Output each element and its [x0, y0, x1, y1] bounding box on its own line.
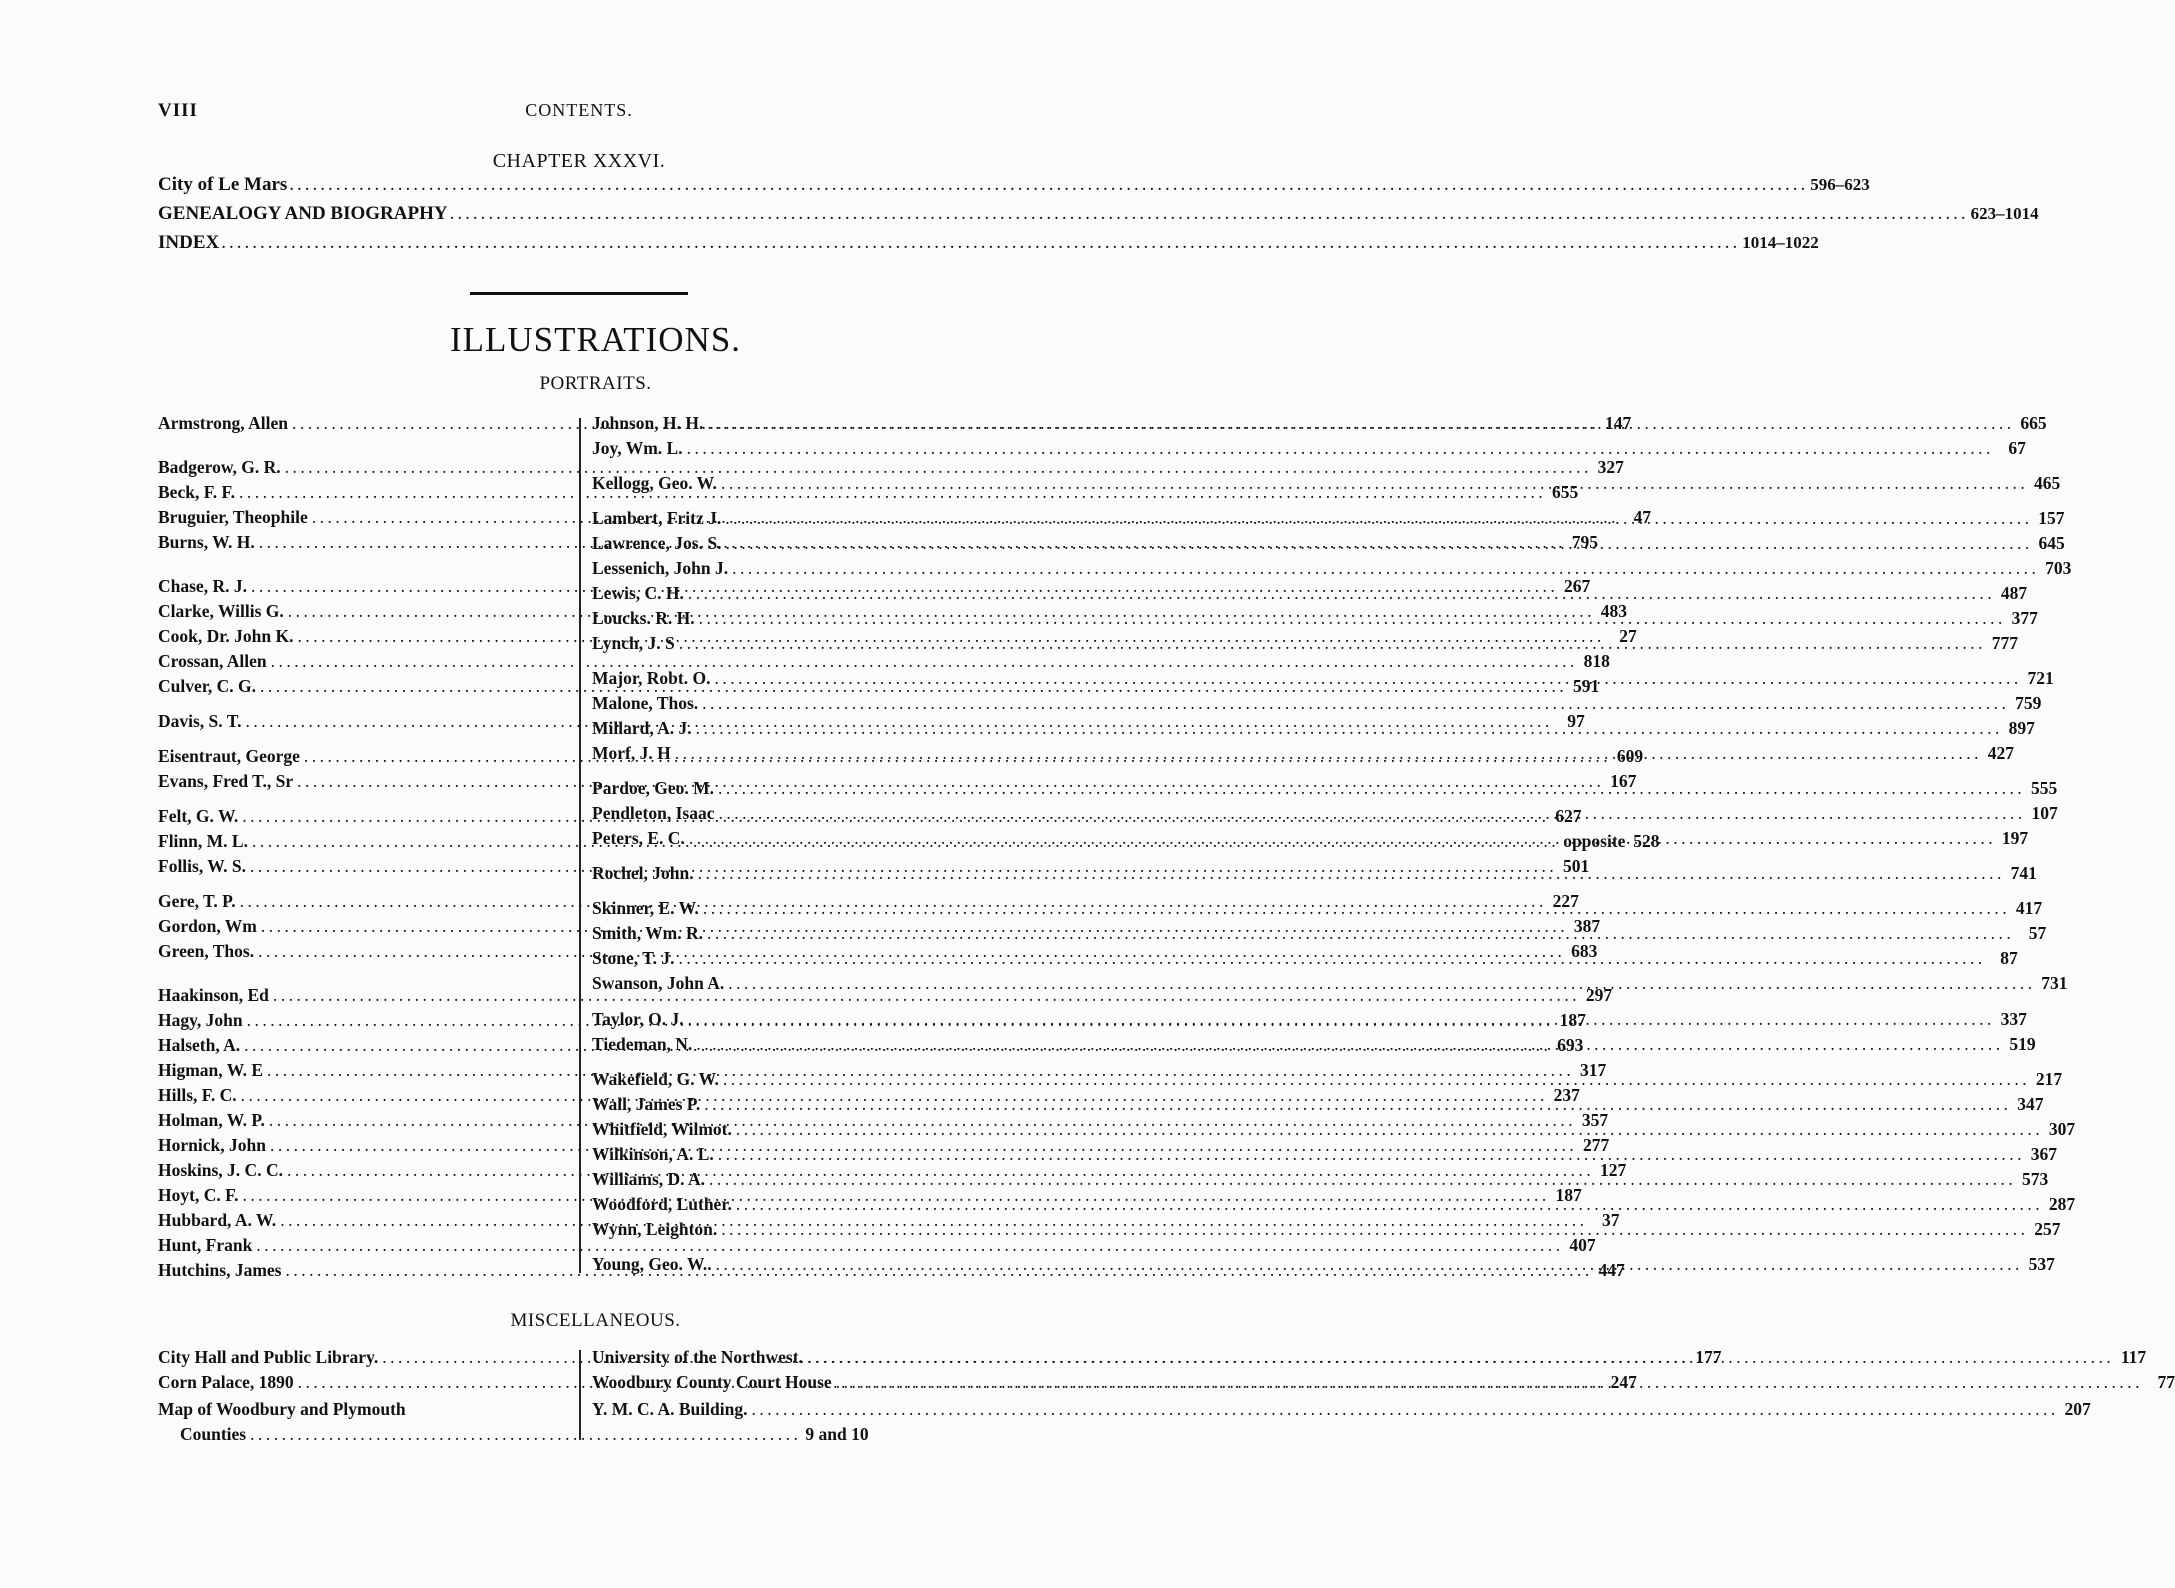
entry-name: Lessenich, John J. [592, 558, 729, 578]
entry-page: 257 [2034, 1219, 2061, 1239]
entry-page: 147 [1604, 413, 1632, 433]
entry-name: Hills, F. C. [158, 1085, 237, 1105]
entry-page: 9 and 10 [805, 1424, 869, 1444]
entry-page: 337 [2000, 1009, 2027, 1029]
entry-page: 77 [2157, 1372, 2175, 1392]
toc-entry [158, 174, 1870, 203]
dot-leader [675, 743, 1982, 764]
entry-page: 703 [2045, 558, 2072, 578]
entry-page: 197 [2001, 828, 2029, 848]
dot-leader [721, 473, 2028, 494]
entry-name: City Hall and Public Library. [158, 1347, 379, 1367]
entry-name: Hutchins, James [158, 1260, 282, 1280]
entry-name: Chase, R. J. [158, 576, 247, 596]
dot-leader [704, 1094, 2011, 1115]
dot-leader [721, 1219, 2028, 1240]
entry-page: 287 [2048, 1194, 2076, 1214]
entry-page: 407 [1569, 1235, 1596, 1255]
entry-name: Lawrence, Jos. S. [592, 533, 722, 553]
entry-page: 357 [1581, 1110, 1609, 1130]
entry-name: Wynn, Leighton. [592, 1219, 718, 1239]
entry-name: Flinn, M. L. [158, 831, 248, 851]
entry-name: Skinner, E. W. [592, 898, 699, 918]
dot-leader [807, 1347, 2114, 1368]
entry-page: 307 [2048, 1119, 2076, 1139]
entry-name: Peters, E. C. [592, 828, 685, 848]
entry-page: 683 [1571, 941, 1598, 961]
entry-name: Stone, T. J. [592, 948, 675, 968]
entry-page: 465 [2033, 473, 2061, 493]
entry-name: Badgerow, G. R. [158, 457, 281, 477]
toc-pages: 596–623 [1810, 175, 1870, 194]
entry-name: Tiedeman, N. [592, 1034, 693, 1054]
entry-name: Corn Palace, 1890 [158, 1372, 294, 1392]
index-entry [158, 651, 1610, 675]
entry-page: 367 [2030, 1144, 2057, 1164]
entry-name: Lynch, J. S [592, 633, 675, 653]
dot-leader [687, 438, 1994, 459]
entry-page: 177 [1695, 1347, 1722, 1367]
entry-name: Rochel, John. [592, 863, 694, 883]
toc-label: INDEX [158, 232, 220, 253]
entry-name: Lambert, Fritz J. [592, 508, 722, 528]
entry-page: 519 [2009, 1034, 2036, 1054]
entry-name: Malone, Thos. [592, 693, 699, 713]
entry-name: Hagy, John [158, 1010, 243, 1030]
dot-leader [707, 413, 2014, 434]
entry-name: Hunt, Frank [158, 1235, 253, 1255]
index-entry [158, 985, 1613, 1009]
entry-name: Whitfield, Wilmot. [592, 1119, 732, 1139]
dot-leader: ...................................................................... [250, 1424, 802, 1444]
dot-leader [698, 863, 2005, 884]
entry-page: 347 [2017, 1094, 2044, 1114]
dot-leader [696, 718, 2003, 739]
entry-name: Smith, Wm. R. [592, 923, 704, 943]
miscellaneous-heading: MISCELLANEOUS. [510, 1310, 681, 1331]
entry-name: Map of Woodbury and Plymouth [158, 1399, 406, 1419]
entry-page: 67 [2008, 438, 2026, 458]
entry-name: Higman, W. E [158, 1060, 264, 1080]
entry-page: 187 [1559, 1010, 1586, 1030]
entry-page: 417 [2015, 898, 2043, 918]
entry-name: Bruguier, Theophile [158, 507, 308, 527]
toc-label: GENEALOGY AND BIOGRAPHY [158, 203, 448, 224]
entry-name: Gere, T. P. [158, 891, 236, 911]
entry-name: Crossan, Allen [158, 651, 267, 671]
entry-name: Halseth, A. [158, 1035, 241, 1055]
entry-page: 741 [2010, 863, 2037, 883]
entry-page: 157 [2038, 508, 2065, 528]
dot-leader [699, 608, 2006, 629]
index-entry [592, 718, 2035, 742]
entry-name: Cook, Dr. John K. [158, 626, 294, 646]
entry-name: Taylor, O. J. [592, 1009, 684, 1029]
entry-page: 759 [2015, 693, 2042, 713]
dot-leader [732, 558, 2039, 579]
entry-page: 127 [1599, 1160, 1627, 1180]
dot-leader [688, 1009, 1995, 1030]
dot-leader [736, 1194, 2043, 1215]
entry-name: Pendleton, Isaac [592, 803, 715, 823]
entry-page: 655 [1551, 482, 1579, 502]
misc-continuation [180, 1424, 869, 1445]
entry-name: Pardoe, Geo. M. [592, 778, 714, 798]
dot-leader [718, 1144, 2025, 1165]
entry-page: 317 [1580, 1060, 1607, 1080]
entry-page: 327 [1597, 457, 1624, 477]
index-entry [592, 438, 2026, 462]
dot-leader [728, 973, 2035, 994]
index-entry [592, 693, 2042, 717]
entry-name: Lewis, C. H. [592, 583, 684, 603]
dot-leader [718, 778, 2025, 799]
entry-page: 217 [2035, 1069, 2063, 1089]
entry-name: Beck, F. F. [158, 482, 235, 502]
entry-name: Hornick, John [158, 1135, 266, 1155]
dot-leader [736, 1119, 2043, 1140]
entry-name: Davis, S. T. [158, 711, 242, 731]
toc-list [158, 174, 2039, 261]
entry-name: Swanson, John A. [592, 973, 725, 993]
entry-page: 609 [1616, 746, 1644, 766]
entry-page: 897 [2008, 718, 2035, 738]
entry-name: Gordon, Wm [158, 916, 257, 936]
toc-pages: 623–1014 [1970, 204, 2039, 223]
entry-name: University of the Northwest. [592, 1347, 803, 1367]
entry-page: 573 [2021, 1169, 2049, 1189]
entry-page: 555 [2030, 778, 2058, 798]
entry-name: Major, Robt. O. [592, 668, 711, 688]
section-rule [470, 292, 688, 295]
entry-name: Morf, J. H [592, 743, 671, 763]
entry-name: Hubbard, A. W. [158, 1210, 277, 1230]
entry-page: 627 [1555, 806, 1582, 826]
entry-page: 117 [2120, 1347, 2147, 1367]
entry-page: 107 [2031, 803, 2058, 823]
dot-leader [719, 803, 2026, 824]
entry-page: 27 [1619, 626, 1637, 646]
entry-page: 487 [2000, 583, 2028, 603]
entry-name: Holman, W. P. [158, 1110, 265, 1130]
entry-suffix: opposite [1563, 831, 1626, 851]
entry-page: 297 [1585, 985, 1613, 1005]
entry-name: Williams, D. A. [592, 1169, 705, 1189]
entry-page: 665 [2020, 413, 2047, 433]
entry-page: 427 [1987, 743, 2014, 763]
entry-name: Follis, W. S. [158, 856, 247, 876]
entry-name: Evans, Fred T., Sr [158, 771, 294, 791]
toc-entry [158, 232, 1819, 261]
dot-leader [725, 533, 2032, 554]
entry-name: Joy, Wm. L. [592, 438, 683, 458]
dot-leader [689, 828, 1996, 849]
entry-page: 528 [1633, 831, 1660, 851]
dot-leader [702, 693, 2009, 714]
toc-entry [158, 203, 2039, 232]
entry-page: 693 [1557, 1035, 1584, 1055]
dot-leader [723, 1069, 2030, 1090]
entry-name: Armstrong, Allen [158, 413, 288, 433]
entry-page: 645 [2038, 533, 2065, 553]
entry-name: Culver, C. G. [158, 676, 257, 696]
entry-page: 501 [1563, 856, 1590, 876]
index-entry [592, 1399, 2091, 1423]
entry-page: 795 [1571, 532, 1599, 552]
entry-name: Kellogg, Geo. W. [592, 473, 717, 493]
dot-leader [751, 1399, 2058, 1420]
entry-page: 537 [2028, 1254, 2055, 1274]
page-folio: VIII [158, 100, 198, 121]
entry-page: 777 [1991, 633, 2018, 653]
entry-name: Wall, James P. [592, 1094, 701, 1114]
entry-page: 167 [1610, 771, 1637, 791]
entry-name: Haakinson, Ed [158, 985, 269, 1005]
entry-name: Millard, A. J. [592, 718, 692, 738]
entry-page: 237 [1553, 1085, 1580, 1105]
entry-page: 483 [1600, 601, 1628, 621]
running-header [158, 100, 1000, 130]
dot-leader [289, 174, 1808, 196]
dot-leader [679, 633, 1986, 654]
entry-name: Burns, W. H. [158, 532, 255, 552]
entry-name: Counties [180, 1424, 247, 1444]
entry-name: Loucks. R. H. [592, 608, 695, 628]
dot-leader [703, 898, 2010, 919]
dot-leader [221, 232, 1740, 254]
dot-leader [714, 668, 2021, 689]
index-entry [158, 1235, 1596, 1259]
entry-page: 97 [1567, 711, 1585, 731]
entry-page: 37 [1601, 1210, 1620, 1230]
entry-page: 591 [1573, 676, 1600, 696]
dot-leader [836, 1372, 2143, 1393]
column-divider [579, 418, 581, 1273]
entry-page: 57 [2028, 923, 2047, 943]
entry-name: Wakefield, G. W. [592, 1069, 719, 1089]
entry-name: Woodbury County Court House [592, 1372, 832, 1392]
entry-page: 247 [1610, 1372, 1637, 1392]
entry-name: Hoskins, J. C. C. [158, 1160, 283, 1180]
toc-label: City of Le Mars [158, 174, 288, 195]
dot-leader [707, 923, 2014, 944]
dot-leader [688, 583, 1995, 604]
entry-name: Y. M. C. A. Building. [592, 1399, 748, 1419]
entry-name: Felt, G. W. [158, 806, 239, 826]
dot-leader [696, 1034, 2003, 1055]
entry-page: 227 [1552, 891, 1579, 911]
dot-leader [709, 1169, 2016, 1190]
running-title: CONTENTS. [525, 100, 633, 120]
entry-name: Woodford, Luther. [592, 1194, 732, 1214]
entry-page: 818 [1583, 651, 1610, 671]
dot-leader [716, 1254, 2023, 1275]
entry-page: 387 [1573, 916, 1601, 936]
illustrations-title: ILLUSTRATIONS. [449, 320, 742, 359]
entry-name: Green, Thos. [158, 941, 255, 961]
index-entry [158, 1399, 563, 1423]
dot-leader [725, 508, 2032, 529]
entry-page: 207 [2064, 1399, 2091, 1419]
portraits-heading: PORTRAITS. [539, 373, 652, 394]
dot-leader [450, 203, 1969, 225]
toc-pages: 1014–1022 [1742, 233, 1819, 252]
entry-page: 47 [1633, 507, 1652, 527]
entry-page: 267 [1563, 576, 1591, 596]
entry-page: 721 [2027, 668, 2054, 688]
entry-page: 277 [1582, 1135, 1610, 1155]
entry-name: Johnson, H. H. [592, 413, 704, 433]
chapter-heading: CHAPTER XXXVI. [492, 150, 666, 172]
entry-name: Young, Geo. W.. [592, 1254, 712, 1274]
entry-name: Wilkinson, A. L. [592, 1144, 714, 1164]
entry-page: 731 [2041, 973, 2068, 993]
entry-page: 87 [2000, 948, 2018, 968]
index-entry [158, 457, 1624, 481]
entry-name: Hoyt, C. F. [158, 1185, 239, 1205]
dot-leader [679, 948, 1986, 969]
entry-page: 447 [1598, 1260, 1625, 1280]
index-entry [592, 558, 2072, 582]
entry-page: 187 [1555, 1185, 1582, 1205]
entry-page: 377 [2011, 608, 2038, 628]
entry-name: Eisentraut, George [158, 746, 300, 766]
entry-name: Clarke, Willis G. [158, 601, 284, 621]
